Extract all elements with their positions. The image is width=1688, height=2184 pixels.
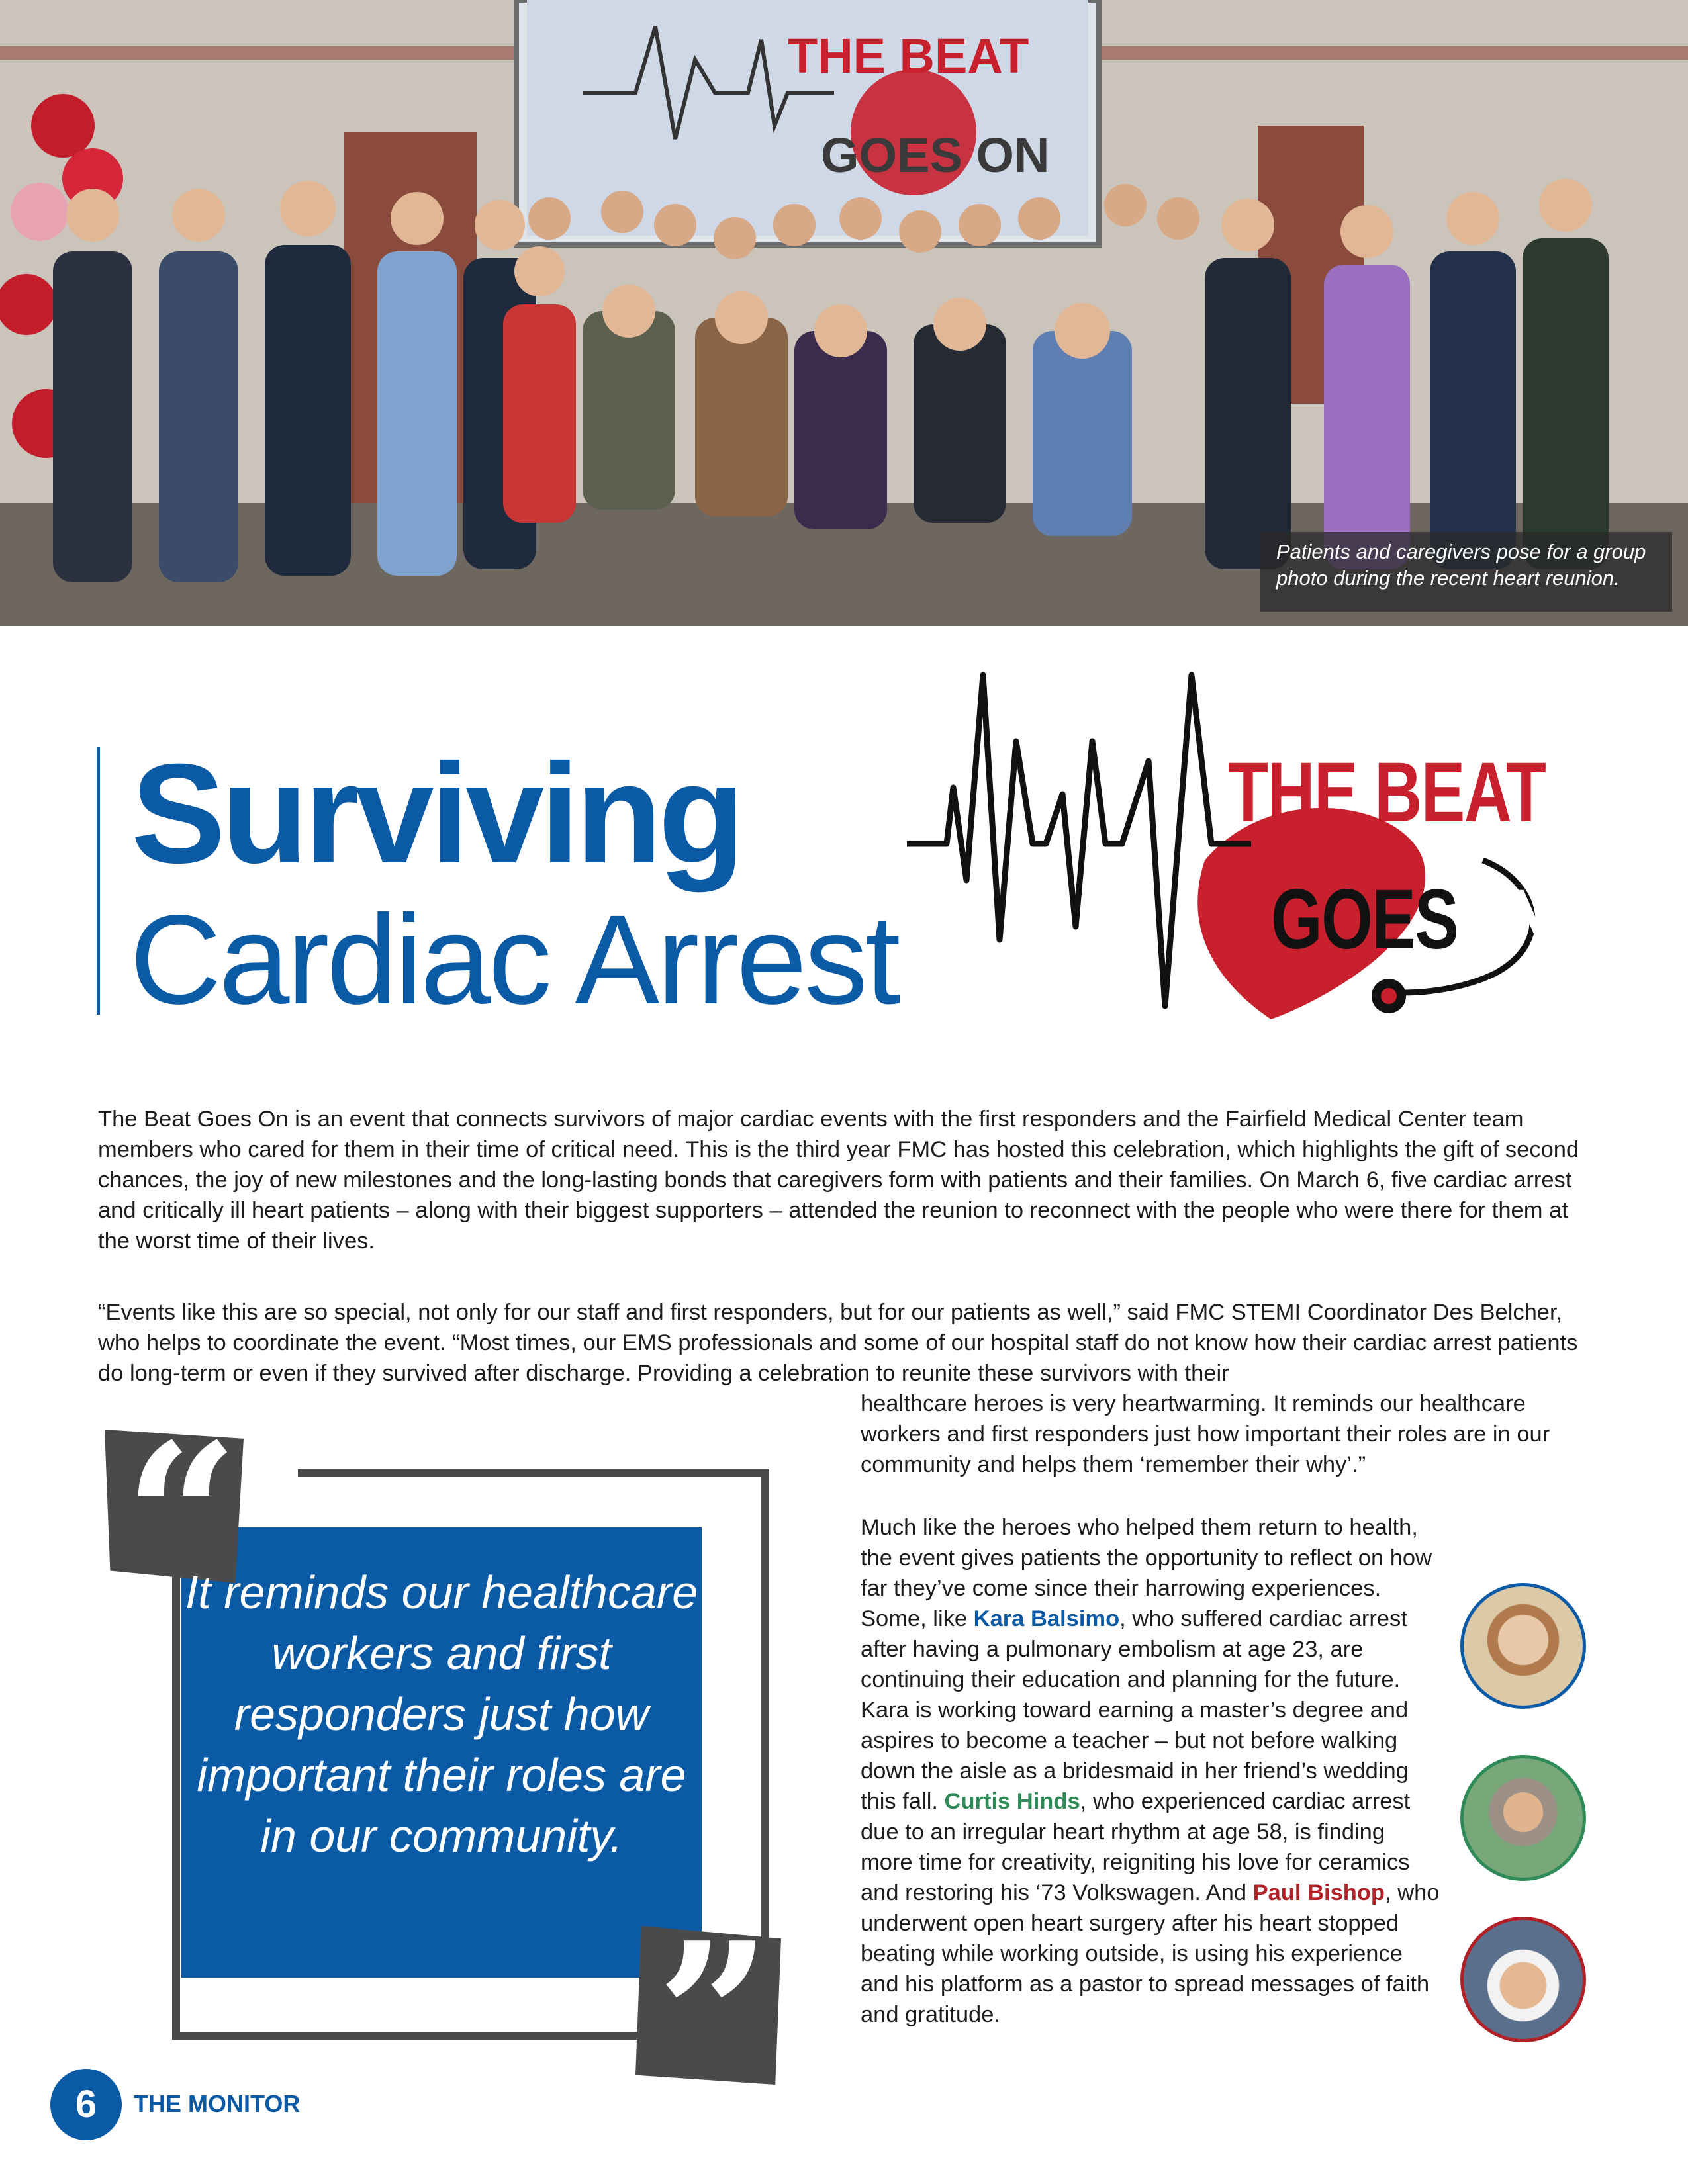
page-title-line2: Cardiac Arrest bbox=[130, 888, 898, 1030]
body-paragraph-1: The Beat Goes On is an event that connects survivors of major cardiac events with the first responders and the Fairfield Medical Center team members who cared for them in their time of critical need. This is the third year FMC has hosted this celebration, which highlights the gift of second chances, the joy of new milestones and the long-lasting bonds that caregivers form with patients and their families. On March 6, five cardiac arrest and critically ill heart patients – along with their biggest supporters – attended the reunion to reconnect with the people who were there for them at the worst time of their lives. bbox=[98, 1107, 1579, 1253]
beat-goes-on-logo bbox=[900, 662, 1595, 1032]
close-quote-icon: ” bbox=[657, 1899, 771, 2132]
caption-line-1: Patients and caregivers pose for a group bbox=[1276, 540, 1646, 563]
logo-text-goes: GOES bbox=[1271, 872, 1458, 967]
page-title-line1: Surviving bbox=[131, 735, 741, 893]
patient-name-curtis: Curtis Hinds bbox=[944, 1789, 1080, 1814]
p3-text-mid-1: , who suffered cardiac arrest after having a pulmonary embolism at age 23, are continuing their education and planning for the future. Kara is working toward earning a master’s degree and aspires to become a teacher – but not before walking down the aisle as a bridesmaid in her friend’s wedding this fall. bbox=[861, 1606, 1409, 1814]
portrait-curtis-hinds bbox=[1460, 1755, 1586, 1881]
p3-text-mid-2: , who experienced cardiac arrest due to an irregular heart rhythm at age 58, is finding more time for creativity, reigniting his love for ceramics and restoring his ‘73 Volkswagen. And bbox=[861, 1789, 1411, 1905]
page-number: 6 bbox=[50, 2069, 122, 2140]
logo-text-on: ON bbox=[1458, 872, 1555, 967]
patient-name-kara: Kara Balsimo bbox=[973, 1606, 1120, 1631]
body-paragraph-3 bbox=[861, 1512, 1443, 2030]
caption-line-2: photo during the recent heart reunion. bbox=[1276, 567, 1620, 590]
portrait-paul-bishop bbox=[1460, 1917, 1586, 2042]
quote-frame-right bbox=[761, 1469, 769, 1939]
photo-caption bbox=[1260, 532, 1672, 612]
open-quote-icon: “ bbox=[124, 1400, 239, 1633]
screen-logo-line2: GOES ON bbox=[821, 128, 1050, 183]
heartbeat-line-icon bbox=[900, 662, 1595, 1032]
quote-frame-top bbox=[298, 1469, 768, 1477]
logo-text-goes-on bbox=[1271, 874, 1555, 966]
body-paragraph-2-part-1: “Events like this are so special, not only for our staff and first responders, but for our patients as well,” said FMC STEMI Coordinator Des Belcher, who helps to coordinate the event. “Most times, our EMS professionals and some of our hospital staff do not know how their cardiac arrest patients do long-term or even if they survived after discharge. Providing a celebration to reunite these survivors with their bbox=[98, 1300, 1578, 1386]
magazine-name: THE MONITOR bbox=[134, 2090, 301, 2117]
patient-name-paul: Paul Bishop bbox=[1252, 1880, 1385, 1905]
quote-frame-left bbox=[172, 1575, 180, 2038]
quote-frame-bottom bbox=[172, 2032, 649, 2040]
title-accent-bar bbox=[97, 747, 100, 1015]
body-paragraph-2-part-2: healthcare heroes is very heartwarming. It reminds our healthcare workers and first responders just how important their roles are in our community and helps them ‘remember their why’.” bbox=[861, 1391, 1550, 1477]
logo-text-the-beat: THE BEAT bbox=[1228, 745, 1546, 840]
p3-text-end: , who underwent open heart surgery after his heart stopped beating while working outside, is using his experience and his platform as a pastor to spread messages of faith and gratitude. bbox=[861, 1880, 1440, 2027]
screen-logo-line1: THE BEAT bbox=[788, 28, 1029, 83]
portrait-kara-balsimo bbox=[1460, 1583, 1586, 1709]
pull-quote-text: It reminds our healthcare workers and first responders just how important their roles are in our community. bbox=[185, 1567, 698, 1862]
p3-text-start: Much like the heroes who helped them return to health, the event gives patients the opportunity to reflect on how far they’ve come since their harrowing experiences. Some, like bbox=[861, 1515, 1432, 1631]
hero-photo bbox=[0, 0, 1688, 626]
